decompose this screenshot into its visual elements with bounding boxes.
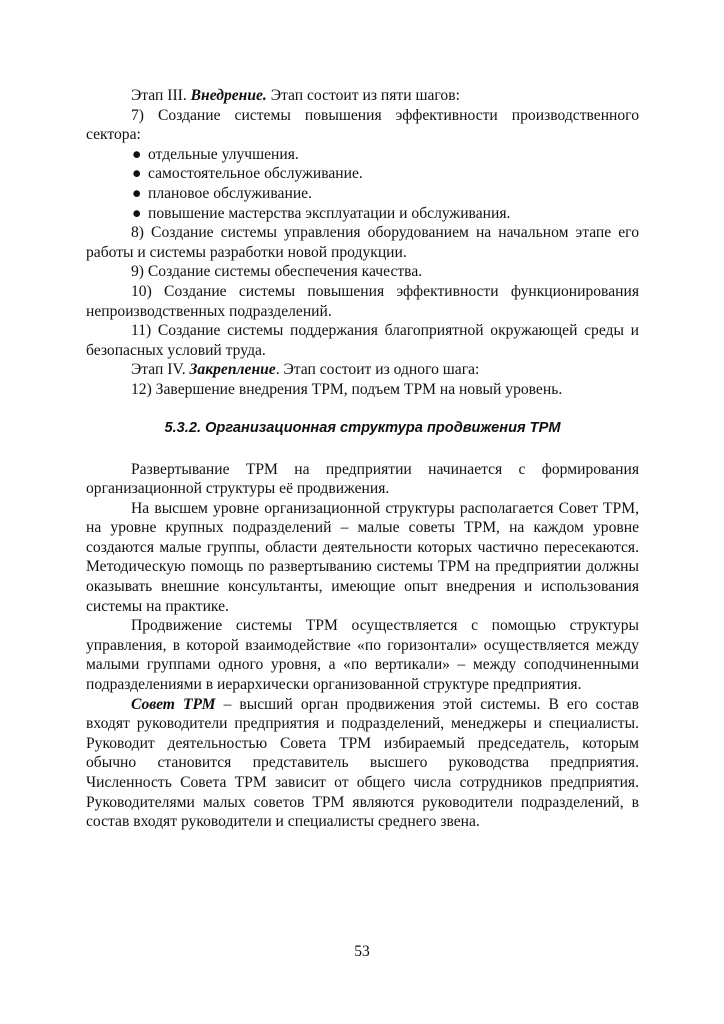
stage4-prefix: Этап IV. <box>131 361 190 379</box>
stage4-heading <box>86 360 639 380</box>
stage4-name: Закрепление <box>189 361 276 379</box>
section-title: 5.3.2. Организационная структура продвижения ТРМ <box>164 419 561 436</box>
paragraph-4-body: – высший орган продвижения этой системы. В его состав входят руководители предприятия и подразделений, менеджеры и специалисты. Руководит деятельностью Совета ТРМ избираемый председатель, которым обычно становится представитель высшего руководства предприятия. Численность Совета ТРМ зависит от общего числа сотрудников предприятия. Руководителями малых советов ТРМ являются руководители подразделений, в состав входят руководители и специалисты среднего звена. <box>86 695 640 831</box>
bullet-icon: ● <box>132 184 142 202</box>
list-item: ● отдельные улучшения. <box>132 145 299 163</box>
list-item: ● самостоятельное обслуживание. <box>132 165 363 183</box>
bullet-icon: ● <box>132 165 142 183</box>
stage4-rest: . Этап состоит из одного шага: <box>275 361 480 379</box>
bullet-icon: ● <box>132 145 142 163</box>
page-number: 53 <box>354 943 370 960</box>
step-9: 9) Создание системы обеспечения качества. <box>131 263 423 281</box>
list-item: ● плановое обслуживание. <box>132 184 312 202</box>
paragraph-1: Развертывание ТРМ на предприятии начинается с формирования организационной структуры её продвижения. <box>86 460 639 498</box>
page-content <box>86 86 639 832</box>
step-12: 12) Завершение внедрения ТРМ, подъем ТРМ на новый уровень. <box>131 380 563 398</box>
step-8: 8) Создание системы управления оборудованием на начальном этапе его работы и системы разработки новой продукции. <box>86 224 639 261</box>
step-11: 11) Создание системы поддержания благоприятной окружающей среды и безопасных условий труда. <box>86 322 639 359</box>
stage3-prefix: Этап III. <box>131 87 191 104</box>
step7-bullet-list <box>86 145 639 223</box>
paragraph-3: Продвижение системы ТРМ осуществляется с помощью структуры управления, в которой взаимодействие «по горизонтали» осуществляется между малыми группами одного уровня, а «по вертикали» – между соподчиненными подразделениями в иерархически организованной структуре предприятия. <box>86 617 639 694</box>
bullet-icon: ● <box>132 204 142 222</box>
term-sovet-tpm: Совет ТРМ <box>131 695 216 713</box>
step-7: 7) Создание системы повышения эффективности производственного сектора: <box>86 106 639 144</box>
step-10: 10) Создание системы повышения эффективности функционирования непроизводственных подразделений. <box>86 282 639 320</box>
stage3-rest: Этап состоит из пяти шагов: <box>266 87 460 104</box>
paragraph-2: На высшем уровне организационной структуры располагается Совет ТРМ, на уровне крупных подразделений – малые советы ТРМ, на каждом уровне создаются малые группы, области деятельности которых частично пересекаются. Методическую помощь по развертыванию системы ТРМ на предприятии должны оказывать внешние консультанты, имеющие опыт внедрения и использования системы на практике. <box>86 499 639 615</box>
paragraph-4 <box>86 695 639 832</box>
stage3-heading <box>86 86 639 106</box>
stage3-name: Внедрение. <box>190 87 267 104</box>
list-item: ● повышение мастерства эксплуатации и обслуживания. <box>132 204 511 222</box>
